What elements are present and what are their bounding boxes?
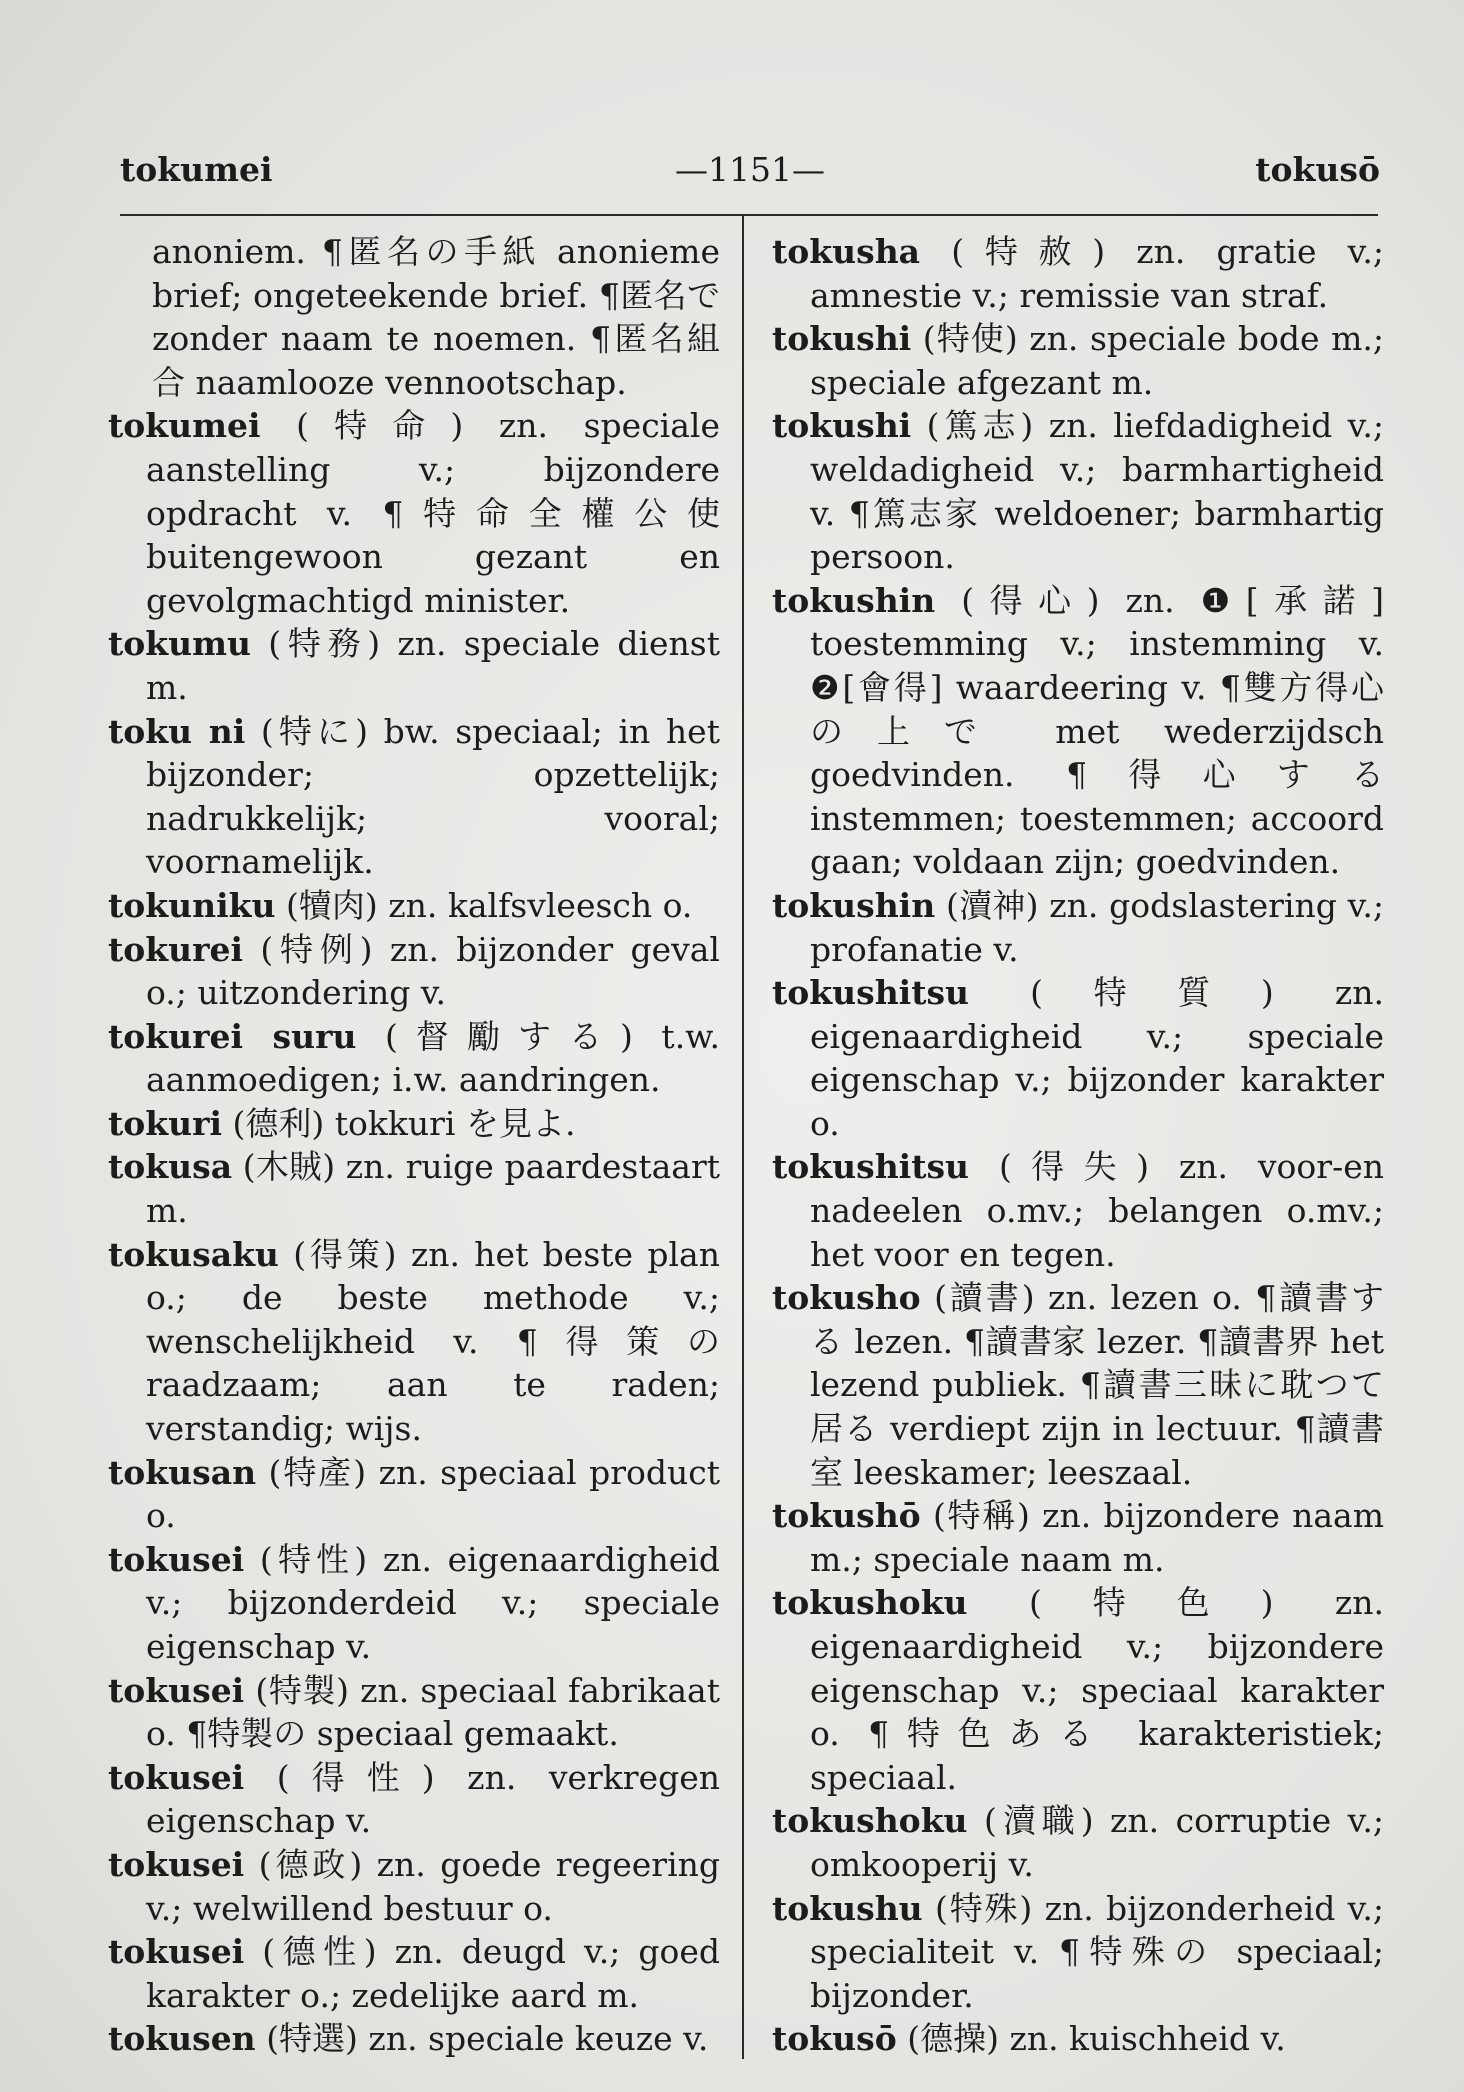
dictionary-entry [772,1887,1384,2018]
entry-definition: (特務) zn. speciale dienst m. [146,624,720,707]
dictionary-entry [108,1233,720,1451]
entry-headword: tokusha [772,232,921,271]
header-rule [120,214,1378,216]
entry-definition: (特質) zn. eigenaardigheid v.; speciale eigenschap v.; bijzonder karakter o. [810,973,1384,1143]
entry-headword: toku ni [108,711,246,751]
dictionary-entry [108,1843,720,1930]
right-running-headword: tokusō [1255,150,1380,189]
entry-headword: tokushin [772,580,936,620]
entry-definition: (得失) zn. voor-en nadeelen o.mv.; belangen o.mv.; het voor en tegen. [810,1147,1384,1274]
entry-definition: (特製) zn. speciaal fabrikaat o. ¶特製の speciaal gemaakt. [146,1670,720,1754]
left-column [108,230,720,2060]
left-running-headword: tokumei [120,150,273,189]
entry-headword: tokushu [772,1888,923,1928]
entry-definition: (瀆職) zn. corruptie v.; omkooperij v. [810,1801,1384,1884]
entry-definition: (得心) zn. ❶[承諾] toestemming v.; instemming v. ❷[會得] waardeering v. ¶雙方得心の上で met wederzijdsch goedvinden. ¶得心する instemmen; toestemmen; accoord gaan; voldaan zijn; goedvinden. [810,580,1384,882]
dictionary-entry [108,1538,720,1669]
dictionary-entry [108,1145,720,1232]
entry-headword: tokumu [108,624,252,664]
entry-definition: (犢肉) zn. kalfsvleesch o. [286,885,693,925]
entry-definition: (特色) zn. eigenaardigheid v.; bijzondere eigenschap v.; speciaal karakter o. ¶特色ある karakteristiek; speciaal. [810,1583,1384,1797]
dictionary-entry [772,317,1384,404]
dictionary-entry [772,2017,1384,2060]
dictionary-entry [772,1145,1384,1276]
entry-headword: tokushoku [772,1801,968,1841]
page-number: —1151— [675,150,825,189]
entry-definition: (督勵する) t.w. aanmoedigen; i.w. aandringen. [146,1016,720,1100]
entry-definition: (特產) zn. speciaal product o. [146,1452,720,1536]
entry-headword: tokusei [108,1539,245,1579]
dictionary-entry [108,1102,720,1146]
entry-headword: tokusa [108,1147,233,1187]
dictionary-entry [772,579,1384,884]
entry-headword: tokushin [772,885,936,925]
right-column [772,230,1384,2060]
dictionary-entry [772,884,1384,971]
dictionary-entry [108,1669,720,1756]
dictionary-entry [772,1799,1384,1886]
dictionary-entry [772,404,1384,578]
entry-definition: (特使) zn. speciale bode m.; speciale afgezant m. [810,319,1384,402]
entry-headword: tokusan [108,1452,257,1492]
entry-definition: (德性) zn. deugd v.; goed karakter o.; zedelijke aard m. [146,1932,720,2015]
entry-headword: tokurei [108,929,244,969]
entry-definition: (篤志) zn. liefdadigheid v.; weldadigheid v.; barmhartigheid v. ¶篤志家 weldoener; barmhartig persoon. [810,406,1384,577]
entry-headword: tokusho [772,1278,921,1318]
dictionary-entry [772,971,1384,1145]
dictionary-entry [108,1015,720,1102]
dictionary-entry [108,622,720,709]
dictionary-entry [108,1930,720,2017]
entry-headword: tokushoku [772,1583,968,1623]
entry-headword: tokuri [108,1103,223,1143]
entry-headword: tokusei [108,1932,245,1972]
page-header [120,150,1380,200]
entry-definition: (特例) zn. bijzonder geval o.; uitzondering v. [146,929,720,1013]
entry-headword: tokushi [772,406,912,446]
column-divider [742,214,744,2059]
entry-headword: tokumei [108,406,261,446]
entry-definition: (木賊) zn. ruige paardestaart m. [146,1147,720,1231]
entry-definition: (讀書) zn. lezen o. ¶讀書する lezen. ¶讀書家 lezer. ¶讀書界 het lezend publiek. ¶讀書三昧に耽つて居る verdiept zijn in lectuur. ¶讀書室 leeskamer; leeszaal. [810,1278,1384,1492]
entry-definition: (特命) zn. speciale aanstelling v.; bijzondere opdracht v. ¶特命全權公使 buitengewoon gezant en gevolgmachtigd minister. [146,406,720,620]
entry-definition: (德操) zn. kuischheid v. [907,2019,1286,2059]
entry-definition: (特殊) zn. bijzonderheid v.; specialiteit v. ¶特殊の speciaal; bijzonder. [810,1888,1384,2015]
entry-definition: (得策) zn. het beste plan o.; de beste methode v.; wenschelijkheid v. ¶得策の raadzaam; aan te raden; verstandig; wijs. [146,1234,720,1449]
entry-headword: tokusen [108,2019,256,2059]
entry-definition: (瀆神) zn. godslastering v.; profanatie v. [810,885,1384,969]
entry-headword: tokurei suru [108,1016,357,1056]
entry-headword: tokushitsu [772,973,970,1013]
entry-headword: tokuniku [108,885,276,925]
dictionary-entry [772,1581,1384,1799]
entry-headword: tokushō [772,1496,921,1536]
dictionary-entry [108,884,720,928]
entry-definition: anoniem. ¶匿名の手紙 anonieme brief; ongeteekende brief. ¶匿名で zonder naam te noemen. ¶匿名組合 naamlooze vennootschap. [152,232,720,402]
dictionary-entry [108,1756,720,1843]
entry-definition: (特稱) zn. bijzondere naam m.; speciale naam m. [810,1496,1384,1579]
dictionary-entry [772,1276,1384,1494]
entry-headword: tokushi [772,319,912,359]
dictionary-entry [108,404,720,622]
entry-definition: (特赦) zn. gratie v.; amnestie v.; remissie van straf. [810,232,1384,315]
dictionary-entry [108,928,720,1015]
entry-definition: (德利) tokkuri を見よ. [232,1103,576,1143]
dictionary-entry [108,230,720,404]
entry-headword: tokusō [772,2019,897,2059]
entry-headword: tokusaku [108,1234,279,1274]
entry-definition: (特選) zn. speciale keuze v. [266,2019,709,2059]
dictionary-entry [108,710,720,884]
entry-headword: tokusei [108,1757,245,1797]
dictionary-entry [108,1451,720,1538]
dictionary-entry [772,1494,1384,1581]
entry-headword: tokusei [108,1844,245,1884]
entry-definition: (得性) zn. verkregen eigenschap v. [146,1757,720,1841]
entry-definition: (特性) zn. eigenaardigheid v.; bijzonderdeid v.; speciale eigenschap v. [146,1539,720,1666]
entry-headword: tokusei [108,1670,245,1710]
dictionary-entry [772,230,1384,317]
dictionary-entry [108,2017,720,2060]
entry-definition: (德政) zn. goede regeering v.; welwillend bestuur o. [146,1844,720,1928]
entry-definition: (特に) bw. speciaal; in het bijzonder; opzettelijk; nadrukkelijk; vooral; voornamelijk. [146,711,720,882]
entry-headword: tokushitsu [772,1147,970,1187]
